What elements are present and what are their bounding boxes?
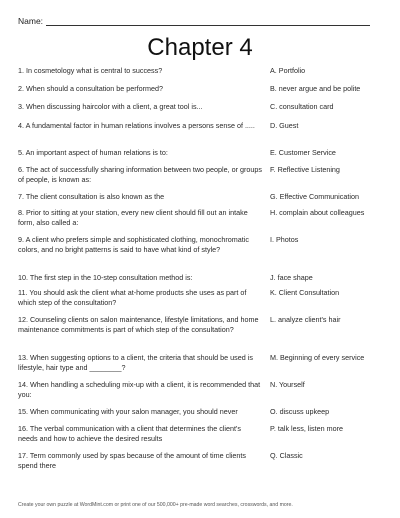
page-title: Chapter 4 [147,34,253,61]
match-row [18,148,386,165]
answer-option: A. Portfolio [270,66,306,75]
question: 5. An important aspect of human relations is to: [18,148,168,157]
answer-option: M. Beginning of every service [270,353,365,362]
answer-option: I. Photos [270,235,299,244]
question: 11. You should ask the client what at-home products she uses as part of which step of the consultation? [18,288,247,307]
match-row [18,315,386,353]
question: 3. When discussing haircolor with a client, a great tool is... [18,102,203,111]
answer-option: D. Guest [270,121,299,130]
answer-option: E. Customer Service [270,148,336,157]
matching-list [18,66,386,478]
name-label: Name: [18,16,44,26]
answer-option: G. Effective Communication [270,192,359,201]
answer-option: L. analyze client's hair [270,315,341,324]
answer-option: N. Yourself [270,380,305,389]
question: 12. Counseling clients on salon maintenance, lifestyle limitations, and home maintenance commitments is part of which step of the consultation? [18,315,259,334]
question: 13. When suggesting options to a client, the criteria that should be used is lifestyle, hair type and ________? [18,353,253,372]
match-row [18,165,386,192]
match-row [18,353,386,380]
match-row [18,407,386,424]
match-row [18,273,386,288]
answer-option: H. complain about colleagues [270,208,365,217]
answer-option: C. consultation card [270,102,334,111]
match-row [18,102,386,121]
question: 10. The first step in the 10-step consultation method is: [18,273,193,282]
question: 8. Prior to sitting at your station, every new client should fill out an intake form, also called a: [18,208,248,227]
answer-option: Q. Classic [270,451,303,460]
answer-option: P. talk less, listen more [270,424,343,433]
question: 14. When handling a scheduling mix-up with a client, it is recommended that you: [18,380,261,399]
match-row [18,84,386,102]
question: 15. When communicating with your salon manager, you should never [18,407,238,416]
answer-option: O. discuss upkeep [270,407,330,416]
question: 9. A client who prefers simple and sophisticated clothing, monochromatic colors, and no bright patterns is said to have what kind of style? [18,235,249,254]
match-row [18,208,386,235]
match-row [18,66,386,84]
question: 7. The client consultation is also known as the [18,192,165,201]
question: 4. A fundamental factor in human relations involves a persons sense of ..... [18,121,255,130]
match-row [18,380,386,407]
question: 17. Term commonly used by spas because of the amount of time clients spend there [18,451,246,470]
match-row [18,192,386,208]
match-row [18,424,386,451]
answer-option: F. Reflective Listening [270,165,340,174]
question: 1. In cosmetology what is central to success? [18,66,163,75]
question: 2. When should a consultation be performed? [18,84,164,93]
match-row [18,288,386,315]
name-field-line[interactable] [46,16,370,26]
answer-option: K. Client Consultation [270,288,340,297]
match-row [18,235,386,273]
match-row [18,451,386,478]
question: 16. The verbal communication with a client that determines the client's needs and how to achieve the desired results [18,424,241,443]
footer-note: Create your own puzzle at WordMint.com or print one of our 500,000+ pre-made word searches, crosswords, and more. [18,502,293,508]
match-row [18,121,386,148]
answer-option: B. never argue and be polite [270,84,361,93]
question: 6. The act of successfully sharing information between two people, or groups of people, is known as: [18,165,262,184]
answer-option: J. face shape [270,273,313,282]
name-row [18,16,370,26]
